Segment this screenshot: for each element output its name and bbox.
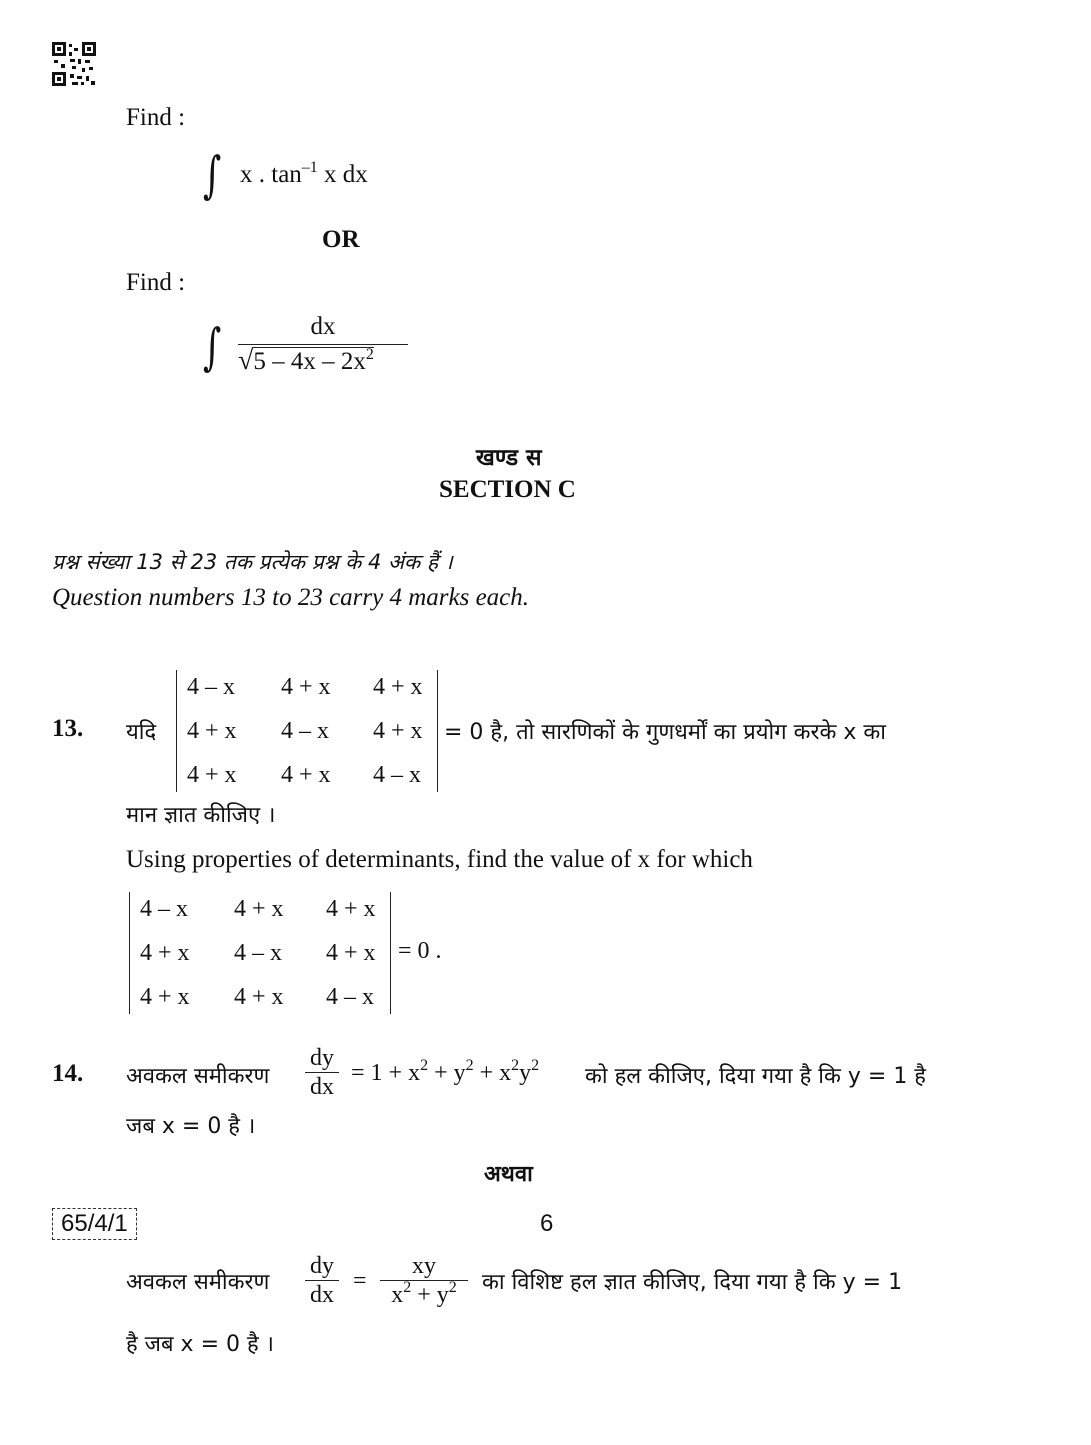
q14-alt-rhs-fraction <box>380 1252 468 1312</box>
det-cell: 4 – x <box>187 674 235 700</box>
frac-denominator: $x^2 + y^2$ <box>391 1279 457 1308</box>
q14-hi-suffix: को हल कीजिए, दिया गया है कि y = 1 है <box>585 1064 926 1089</box>
determinant-en <box>129 892 391 1014</box>
q14-alt-suffix: का विशिष्ट हल ज्ञात कीजिए, दिया गया है कि y = 1 <box>482 1270 903 1295</box>
paper-code: 65/4/1 <box>52 1208 137 1240</box>
q14-dy-dx <box>305 1044 339 1101</box>
integral-denominator: $√5 - 4x - 2x^2$ <box>238 345 374 376</box>
find-label-1: Find : <box>126 104 186 131</box>
q13-en-suffix: = 0 . <box>398 938 442 964</box>
det-cell: 4 + x <box>187 718 237 744</box>
det-cell: 4 – x <box>140 896 188 922</box>
q14-alt-prefix: अवकल समीकरण <box>126 1270 270 1295</box>
integral-sign-2: ∫ <box>203 318 222 376</box>
question-number-14: 14. <box>52 1060 84 1087</box>
det-cell: 4 + x <box>326 940 376 966</box>
det-cell: 4 + x <box>140 940 190 966</box>
frac-denominator: dx <box>310 1282 334 1308</box>
section-title-hi: खण्ड स <box>476 445 542 471</box>
det-cell: 4 + x <box>373 718 423 744</box>
det-cell: 4 + x <box>281 762 331 788</box>
det-cell: 4 + x <box>187 762 237 788</box>
q13-hi-suffix: = 0 है, तो सारणिकों के गुणधर्मों का प्रयोग करके x का <box>444 720 886 745</box>
or-label-hi: अथवा <box>484 1162 533 1187</box>
q13-hi-prefix: यदि <box>126 720 157 745</box>
q13-en-text: Using properties of determinants, find the value of x for which <box>126 846 753 873</box>
find-label-2: Find : <box>126 269 186 296</box>
frac-numerator: dy <box>310 1045 334 1071</box>
det-cell: 4 + x <box>140 984 190 1010</box>
det-cell: 4 – x <box>326 984 374 1010</box>
det-cell: 4 + x <box>281 674 331 700</box>
det-cell: 4 + x <box>373 674 423 700</box>
marks-note-en: Question numbers 13 to 23 carry 4 marks each. <box>52 584 530 611</box>
qr-code-icon <box>52 42 96 86</box>
det-cell: 4 + x <box>234 896 284 922</box>
q14-alt-dy-dx <box>305 1252 339 1309</box>
det-cell: 4 + x <box>234 984 284 1010</box>
frac-numerator: dy <box>310 1253 334 1279</box>
integral-fraction-2 <box>238 312 408 381</box>
determinant-hi <box>176 670 438 792</box>
integral-expression-1: x . $\tan^{-1} x$ dx <box>240 159 368 188</box>
q14-alt-line2: है जब x = 0 है । <box>126 1332 274 1357</box>
question-number-13: 13. <box>52 715 84 742</box>
q14-alt-equals: = <box>353 1268 367 1294</box>
integral-numerator: dx <box>310 313 336 340</box>
frac-numerator: xy <box>412 1253 436 1279</box>
q14-hi-line2: जब x = 0 है । <box>126 1114 256 1139</box>
page-number: 6 <box>540 1210 554 1237</box>
q14-rhs: = $1 + x^2 + y^2 + x^2y^2$ <box>351 1057 540 1086</box>
frac-denominator: dx <box>310 1074 334 1100</box>
integral-sign-1: ∫ <box>203 146 222 204</box>
det-cell: 4 – x <box>281 718 329 744</box>
q13-hi-line2: मान ज्ञात कीजिए । <box>126 803 276 828</box>
marks-note-hi: प्रश्न संख्या 13 से 23 तक प्रत्येक प्रश्न के 4 अंक हैं । <box>52 550 453 574</box>
det-cell: 4 + x <box>326 896 376 922</box>
or-label: OR <box>322 226 360 253</box>
det-cell: 4 – x <box>373 762 421 788</box>
det-cell: 4 – x <box>234 940 282 966</box>
section-title-en: SECTION C <box>439 476 576 503</box>
q14-hi-prefix: अवकल समीकरण <box>126 1064 270 1089</box>
